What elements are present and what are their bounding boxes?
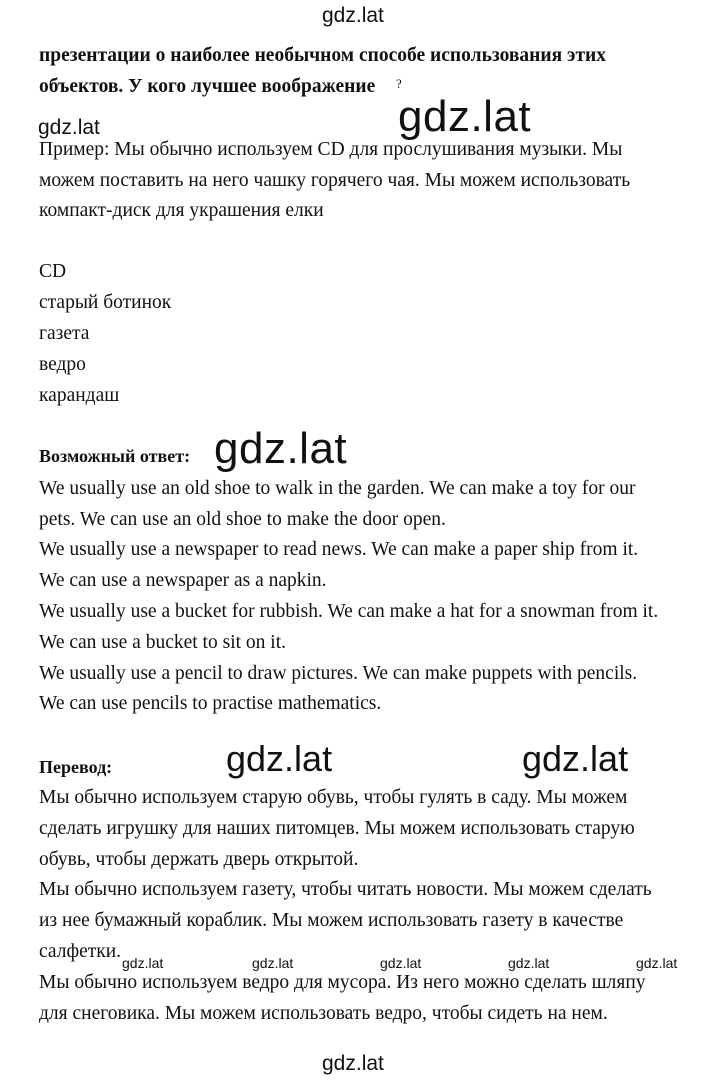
object-item: ведро: [39, 354, 86, 375]
translation-line: Мы обычно используем старую обувь, чтобы гулять в саду. Мы можем: [39, 787, 628, 808]
answer-line: We usually use an old shoe to walk in the garden. We can make a toy for our: [39, 478, 636, 499]
watermark-medium: gdz.lat: [522, 738, 629, 779]
watermark-medium: gdz.lat: [226, 738, 333, 779]
watermark-small: gdz.lat: [380, 955, 422, 971]
object-item: газета: [39, 323, 90, 344]
example-line: можем поставить на него чашку горячего чая. Мы можем использовать: [39, 170, 631, 191]
watermark-large: gdz.lat: [398, 92, 532, 141]
example-line: Пример: Мы обычно используем CD для прослушивания музыки. Мы: [39, 139, 623, 160]
watermark-small: gdz.lat: [252, 955, 294, 971]
translation-line: из нее бумажный кораблик. Мы можем использовать газету в качестве: [39, 910, 624, 931]
object-item: CD: [39, 261, 67, 282]
answer-line: We can use a bucket to sit on it.: [39, 632, 286, 653]
watermark-bottom: gdz.lat: [322, 1052, 384, 1075]
watermark-top: gdz.lat: [322, 4, 384, 27]
answer-line: We usually use a newspaper to read news. We can make a paper ship from it.: [39, 539, 639, 560]
watermark-small: gdz.lat: [508, 955, 550, 971]
translation-line: для снеговика. Мы можем использовать ведро, чтобы сидеть на нем.: [39, 1003, 608, 1024]
object-item: карандаш: [39, 385, 120, 406]
example-line: компакт-диск для украшения елки: [39, 200, 324, 221]
answer-line: We can use a newspaper as a napkin.: [39, 570, 327, 591]
object-item: старый ботинок: [39, 292, 172, 313]
watermark-small: gdz.lat: [122, 955, 164, 971]
watermark-small: gdz.lat: [636, 955, 678, 971]
translation-heading: Перевод:: [39, 757, 113, 777]
translation-line: Мы обычно используем ведро для мусора. Из него можно сделать шляпу: [39, 972, 646, 993]
answer-line: We usually use a pencil to draw pictures. We can make puppets with pencils.: [39, 663, 638, 684]
translation-line: салфетки.: [39, 941, 122, 962]
task-line: презентации о наиболее необычном способе использования этих: [39, 45, 607, 66]
task-line: объектов. У кого лучшее воображение: [39, 76, 376, 97]
answer-line: We usually use a bucket for rubbish. We can make a hat for a snowman from it.: [39, 601, 659, 622]
answer-heading: Возможный ответ:: [39, 446, 191, 466]
translation-line: сделать игрушку для наших питомцев. Мы можем использовать старую: [39, 818, 635, 839]
answer-line: pets. We can use an old shoe to make the door open.: [39, 509, 446, 530]
answer-line: We can use pencils to practise mathematics.: [39, 693, 382, 714]
translation-line: Мы обычно используем газету, чтобы читать новости. Мы можем сделать: [39, 879, 652, 900]
watermark-left-small: gdz.lat: [38, 116, 100, 139]
watermark-large: gdz.lat: [214, 424, 348, 473]
translation-line: обувь, чтобы держать дверь открытой.: [39, 849, 359, 870]
task-question-mark: ?: [396, 76, 402, 91]
